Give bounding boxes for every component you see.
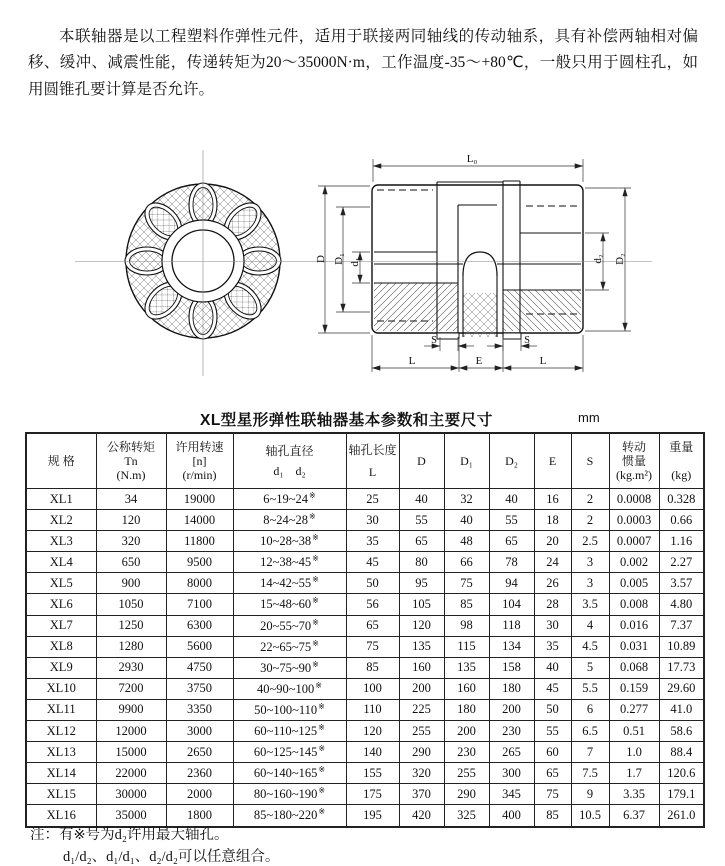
cell-torque: 320 — [96, 531, 166, 552]
max-bore-mark: ※ — [315, 680, 322, 690]
cell-E: 26 — [534, 573, 571, 594]
table-row — [26, 678, 704, 699]
cell-bore — [233, 784, 346, 805]
cell-D1: 32 — [444, 489, 489, 510]
cell-D1: 325 — [444, 805, 489, 827]
cell-spec: XL8 — [26, 636, 96, 657]
col-S: S — [571, 433, 609, 489]
cell-D: 95 — [399, 573, 444, 594]
cell-bore — [233, 552, 346, 573]
cell-spec: XL2 — [26, 510, 96, 531]
max-bore-mark: ※ — [312, 575, 319, 585]
col-E: E — [534, 433, 571, 489]
col-speed: 许用转速 [n] (r/min) — [166, 433, 233, 489]
cell-inertia: 0.002 — [609, 552, 659, 573]
cell-E: 16 — [534, 489, 571, 510]
cell-torque: 15000 — [96, 742, 166, 763]
cell-weight: 58.6 — [659, 721, 704, 742]
cell-bore — [233, 657, 346, 678]
cell-speed: 1800 — [166, 805, 233, 827]
cell-spec: XL3 — [26, 531, 96, 552]
cell-weight: 17.73 — [659, 657, 704, 678]
cell-spec: XL6 — [26, 594, 96, 615]
cell-bore — [233, 531, 346, 552]
intro-paragraph: 本联轴器是以工程塑料作弹性元件，适用于联接两同轴线的传动轴系，具有补偿两轴相对偏移、缓冲、减震性能，传递转矩为20～35000N·m，工作温度-35～+80℃，一般只用于圆柱孔，如用圆锥孔要计算是否允许。 — [28, 27, 698, 98]
cell-spec: XL5 — [26, 573, 96, 594]
cell-weight: 10.89 — [659, 636, 704, 657]
cell-weight: 3.57 — [659, 573, 704, 594]
cell-L: 110 — [346, 699, 399, 720]
bore-range: 15~48~60 — [260, 597, 312, 612]
cell-weight: 88.4 — [659, 742, 704, 763]
cell-L: 175 — [346, 784, 399, 805]
table-row — [26, 510, 704, 531]
cell-spec: XL11 — [26, 699, 96, 720]
cell-weight: 4.80 — [659, 594, 704, 615]
cell-L: 140 — [346, 742, 399, 763]
cell-S: 2 — [571, 489, 609, 510]
cell-D2: 158 — [489, 657, 534, 678]
max-bore-mark: ※ — [312, 596, 319, 606]
cell-S: 6.5 — [571, 721, 609, 742]
cell-D: 290 — [399, 742, 444, 763]
cell-weight: 261.0 — [659, 805, 704, 827]
cell-D1: 160 — [444, 678, 489, 699]
cell-spec: XL7 — [26, 615, 96, 636]
col-D2: D₂ — [489, 433, 534, 489]
cell-S: 4 — [571, 615, 609, 636]
cell-inertia: 0.008 — [609, 594, 659, 615]
col-D1: D₁ — [444, 433, 489, 489]
cell-bore — [233, 594, 346, 615]
table-title: XL型星形弹性联轴器基本参数和主要尺寸 — [200, 412, 493, 429]
cell-speed: 3000 — [166, 721, 233, 742]
table-body — [26, 489, 704, 827]
cell-bore — [233, 763, 346, 784]
dim-label-l-right: L — [539, 355, 547, 367]
bore-range: 30~75~90 — [260, 660, 312, 675]
cell-weight: 7.37 — [659, 615, 704, 636]
cell-D2: 94 — [489, 573, 534, 594]
dim-label-s-right: S — [524, 335, 530, 346]
cell-L: 56 — [346, 594, 399, 615]
cell-D: 255 — [399, 721, 444, 742]
cell-S: 4.5 — [571, 636, 609, 657]
cell-D: 120 — [399, 615, 444, 636]
cell-L: 195 — [346, 805, 399, 827]
cell-L: 100 — [346, 678, 399, 699]
cell-D2: 265 — [489, 742, 534, 763]
cell-speed: 3350 — [166, 699, 233, 720]
table-row — [26, 615, 704, 636]
cell-weight: 179.1 — [659, 784, 704, 805]
max-bore-mark: ※ — [312, 554, 319, 564]
cell-D2: 200 — [489, 699, 534, 720]
cell-inertia: 0.159 — [609, 678, 659, 699]
cell-S: 6 — [571, 699, 609, 720]
table-row — [26, 657, 704, 678]
table-unit: mm — [578, 410, 600, 425]
cell-weight: 2.27 — [659, 552, 704, 573]
cell-L: 85 — [346, 657, 399, 678]
cell-L: 65 — [346, 615, 399, 636]
cell-speed: 6300 — [166, 615, 233, 636]
cell-D2: 104 — [489, 594, 534, 615]
cell-D2: 400 — [489, 805, 534, 827]
cell-D1: 290 — [444, 784, 489, 805]
cell-inertia: 0.277 — [609, 699, 659, 720]
cell-D2: 134 — [489, 636, 534, 657]
cell-spec: XL13 — [26, 742, 96, 763]
cell-S: 3 — [571, 552, 609, 573]
bore-range: 22~65~75 — [260, 639, 312, 654]
table-row — [26, 699, 704, 720]
cell-torque: 30000 — [96, 784, 166, 805]
cell-speed: 2360 — [166, 763, 233, 784]
cell-E: 85 — [534, 805, 571, 827]
cell-D: 320 — [399, 763, 444, 784]
cell-inertia: 0.0007 — [609, 531, 659, 552]
dim-label-s-left: S — [431, 335, 437, 346]
cell-torque: 35000 — [96, 805, 166, 827]
cell-L: 75 — [346, 636, 399, 657]
cell-bore — [233, 489, 346, 510]
cell-S: 5 — [571, 657, 609, 678]
left-hub-hatch — [374, 283, 458, 331]
cell-bore — [233, 805, 346, 827]
cell-bore — [233, 678, 346, 699]
cell-torque: 650 — [96, 552, 166, 573]
cell-speed: 14000 — [166, 510, 233, 531]
cell-weight: 41.0 — [659, 699, 704, 720]
table-row — [26, 742, 704, 763]
cell-D: 40 — [399, 489, 444, 510]
cell-L: 25 — [346, 489, 399, 510]
cell-D1: 180 — [444, 699, 489, 720]
col-spec: 规 格 — [26, 433, 96, 489]
cell-L: 155 — [346, 763, 399, 784]
cell-E: 30 — [534, 615, 571, 636]
cell-E: 50 — [534, 699, 571, 720]
cell-torque: 12000 — [96, 721, 166, 742]
table-title-row — [25, 408, 703, 430]
dim-label-d2-small: d₂ — [592, 254, 604, 264]
cell-D2: 300 — [489, 763, 534, 784]
cell-spec: XL4 — [26, 552, 96, 573]
section-view — [372, 181, 583, 339]
cell-torque: 900 — [96, 573, 166, 594]
cell-S: 3.5 — [571, 594, 609, 615]
cell-L: 45 — [346, 552, 399, 573]
cell-bore — [233, 721, 346, 742]
bore-range: 8~24~28 — [263, 513, 309, 528]
cell-D1: 85 — [444, 594, 489, 615]
max-bore-mark: ※ — [318, 744, 326, 754]
cell-speed: 9500 — [166, 552, 233, 573]
cell-torque: 1250 — [96, 615, 166, 636]
cell-inertia: 1.0 — [609, 742, 659, 763]
bore-range: 80~160~190 — [253, 787, 318, 802]
cell-bore — [233, 615, 346, 636]
cell-E: 45 — [534, 678, 571, 699]
cell-S: 7 — [571, 742, 609, 763]
cell-torque: 9900 — [96, 699, 166, 720]
table-row — [26, 636, 704, 657]
dim-label-d1-small: d₁ — [349, 257, 361, 267]
cell-weight: 0.66 — [659, 510, 704, 531]
max-bore-mark: ※ — [318, 765, 326, 775]
max-bore-mark: ※ — [318, 723, 325, 732]
bore-range: 60~110~125 — [254, 724, 318, 739]
cell-inertia: 0.005 — [609, 573, 659, 594]
dim-label-d1-big: D₁ — [333, 253, 345, 265]
cell-E: 28 — [534, 594, 571, 615]
bore-range: 6~19~24 — [263, 492, 309, 507]
cell-inertia: 0.031 — [609, 636, 659, 657]
note-line-2: d₁/d₂、d₁/d₁、d₂/d₂可以任意组合。 — [63, 849, 280, 865]
table-row — [26, 721, 704, 742]
cell-speed: 2000 — [166, 784, 233, 805]
cell-S: 5.5 — [571, 678, 609, 699]
dim-label-l0: L₀ — [466, 153, 478, 165]
cell-inertia: 6.37 — [609, 805, 659, 827]
cell-D1: 115 — [444, 636, 489, 657]
cell-inertia: 0.0008 — [609, 489, 659, 510]
col-weight: 重量 (kg) — [659, 433, 704, 489]
max-bore-mark: ※ — [318, 807, 326, 817]
note-line-1: 注：有※号为d₂许用最大轴孔。 — [30, 827, 229, 843]
cell-D2: 78 — [489, 552, 534, 573]
cell-D1: 75 — [444, 573, 489, 594]
cell-D: 65 — [399, 531, 444, 552]
max-bore-mark: ※ — [312, 533, 319, 543]
table-row — [26, 573, 704, 594]
cell-D: 135 — [399, 636, 444, 657]
cell-S: 3 — [571, 573, 609, 594]
col-bore: 轴孔直径 d₁ d₂ — [233, 433, 346, 489]
cell-spec: XL16 — [26, 805, 96, 827]
table-row — [26, 594, 704, 615]
cell-spec: XL1 — [26, 489, 96, 510]
front-view — [125, 150, 281, 376]
bore-range: 85~180~220 — [253, 808, 318, 823]
cell-torque: 120 — [96, 510, 166, 531]
cell-D1: 135 — [444, 657, 489, 678]
cell-D: 105 — [399, 594, 444, 615]
cell-torque: 34 — [96, 489, 166, 510]
cell-L: 35 — [346, 531, 399, 552]
dim-label-d2-big: D₂ — [614, 253, 626, 265]
cell-speed: 8000 — [166, 573, 233, 594]
cell-inertia: 0.016 — [609, 615, 659, 636]
element-hatch — [463, 293, 497, 337]
parameters-table — [25, 432, 705, 828]
bore-range: 20~55~70 — [260, 618, 312, 633]
cell-E: 75 — [534, 784, 571, 805]
cell-S: 7.5 — [571, 763, 609, 784]
cell-spec: XL12 — [26, 721, 96, 742]
cell-E: 24 — [534, 552, 571, 573]
cell-torque: 1280 — [96, 636, 166, 657]
cell-speed: 2650 — [166, 742, 233, 763]
cell-D1: 200 — [444, 721, 489, 742]
cell-bore — [233, 699, 346, 720]
cell-torque: 22000 — [96, 763, 166, 784]
cell-bore — [233, 573, 346, 594]
cell-L: 30 — [346, 510, 399, 531]
cell-inertia: 0.068 — [609, 657, 659, 678]
table-row — [26, 552, 704, 573]
cell-E: 18 — [534, 510, 571, 531]
bore-range: 50~100~110 — [254, 703, 318, 718]
cell-weight: 120.6 — [659, 763, 704, 784]
max-bore-mark: ※ — [312, 617, 319, 627]
max-bore-mark: ※ — [312, 638, 319, 648]
cell-D2: 180 — [489, 678, 534, 699]
cell-D2: 40 — [489, 489, 534, 510]
cell-spec: XL10 — [26, 678, 96, 699]
cell-torque: 7200 — [96, 678, 166, 699]
cell-D1: 230 — [444, 742, 489, 763]
table-row — [26, 531, 704, 552]
bore-range: 40~90~100 — [257, 681, 315, 696]
cell-E: 65 — [534, 763, 571, 784]
bore-range: 60~125~145 — [253, 745, 318, 760]
cell-inertia: 0.51 — [609, 721, 659, 742]
max-bore-mark: ※ — [312, 659, 319, 669]
cell-D1: 48 — [444, 531, 489, 552]
dim-label-d-big: D — [315, 255, 327, 263]
cell-torque: 1050 — [96, 594, 166, 615]
cell-D1: 66 — [444, 552, 489, 573]
cell-D: 160 — [399, 657, 444, 678]
cell-spec: XL9 — [26, 657, 96, 678]
cell-S: 9 — [571, 784, 609, 805]
cell-inertia: 3.35 — [609, 784, 659, 805]
cell-inertia: 1.7 — [609, 763, 659, 784]
table-row — [26, 763, 704, 784]
cell-speed: 3750 — [166, 678, 233, 699]
cell-D2: 345 — [489, 784, 534, 805]
cell-spec: XL15 — [26, 784, 96, 805]
cell-bore — [233, 510, 346, 531]
cell-D: 225 — [399, 699, 444, 720]
cell-D1: 255 — [444, 763, 489, 784]
cell-E: 60 — [534, 742, 571, 763]
cell-D2: 230 — [489, 721, 534, 742]
table-row — [26, 784, 704, 805]
max-bore-mark: ※ — [309, 512, 316, 522]
cell-torque: 2930 — [96, 657, 166, 678]
max-bore-mark: ※ — [309, 490, 316, 500]
technical-drawing — [0, 0, 725, 402]
bore-range: 10~28~38 — [260, 534, 312, 549]
right-hub-hatch — [503, 290, 581, 331]
col-D: D — [399, 433, 444, 489]
cell-D2: 65 — [489, 531, 534, 552]
cell-L: 120 — [346, 721, 399, 742]
dim-label-l-left: L — [408, 355, 416, 367]
col-torque: 公称转矩 Tn (N.m) — [96, 433, 166, 489]
cell-speed: 19000 — [166, 489, 233, 510]
cell-D: 200 — [399, 678, 444, 699]
dim-label-e: E — [475, 355, 483, 367]
cell-D: 80 — [399, 552, 444, 573]
cell-D: 55 — [399, 510, 444, 531]
max-bore-mark: ※ — [318, 701, 325, 711]
cell-weight: 29.60 — [659, 678, 704, 699]
bore-range: 12~38~45 — [260, 555, 312, 570]
cell-D2: 55 — [489, 510, 534, 531]
cell-D: 370 — [399, 784, 444, 805]
cell-speed: 5600 — [166, 636, 233, 657]
table-row — [26, 489, 704, 510]
cell-D: 420 — [399, 805, 444, 827]
cell-speed: 4750 — [166, 657, 233, 678]
cell-E: 20 — [534, 531, 571, 552]
bore-range: 60~140~165 — [253, 766, 318, 781]
cell-S: 2.5 — [571, 531, 609, 552]
cell-E: 55 — [534, 721, 571, 742]
cell-S: 2 — [571, 510, 609, 531]
cell-D1: 40 — [444, 510, 489, 531]
cell-speed: 11800 — [166, 531, 233, 552]
cell-D1: 98 — [444, 615, 489, 636]
cell-E: 35 — [534, 636, 571, 657]
cell-D2: 118 — [489, 615, 534, 636]
cell-spec: XL14 — [26, 763, 96, 784]
cell-bore — [233, 636, 346, 657]
bore-range: 14~42~55 — [260, 576, 312, 591]
cell-bore — [233, 742, 346, 763]
cell-L: 50 — [346, 573, 399, 594]
col-length: 轴孔长度 L — [346, 433, 399, 489]
cell-inertia: 0.0003 — [609, 510, 659, 531]
max-bore-mark: ※ — [318, 786, 326, 796]
cell-weight: 0.328 — [659, 489, 704, 510]
table-header — [26, 433, 704, 489]
cell-speed: 7100 — [166, 594, 233, 615]
col-inertia: 转动 惯量 (kg.m²) — [609, 433, 659, 489]
cell-E: 40 — [534, 657, 571, 678]
cell-S: 10.5 — [571, 805, 609, 827]
cell-weight: 1.16 — [659, 531, 704, 552]
